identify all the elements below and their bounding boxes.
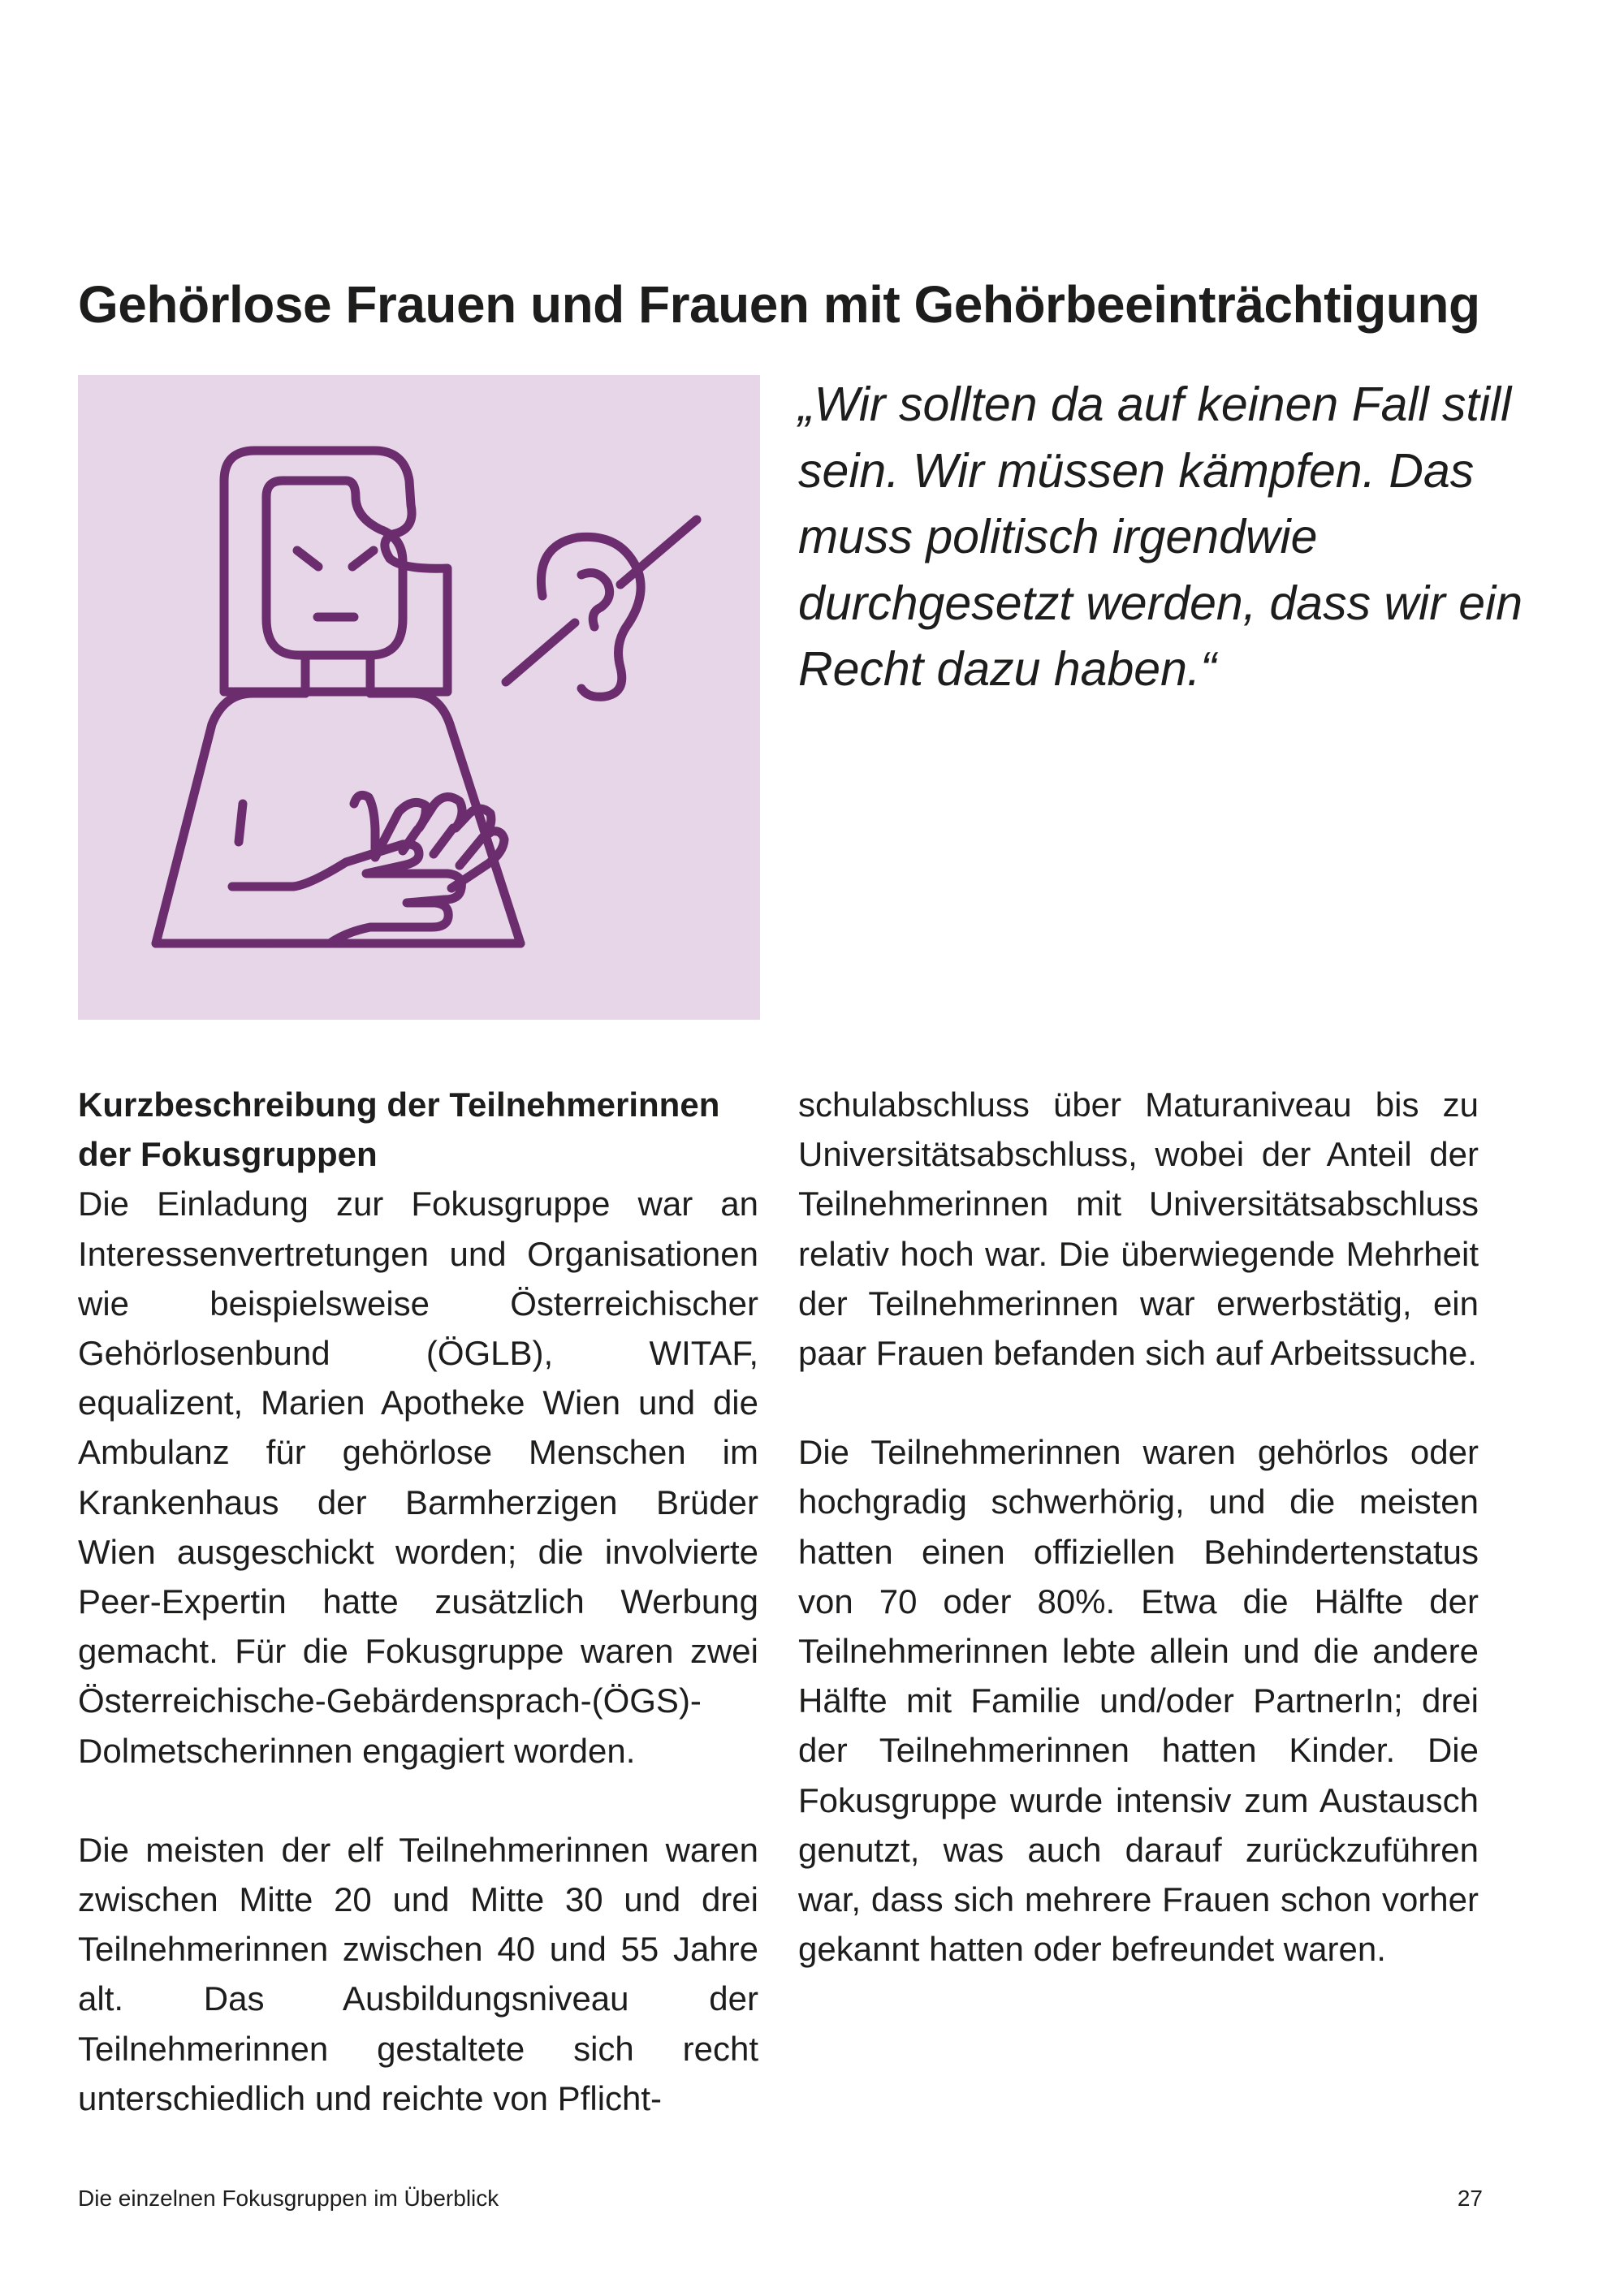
paragraph-hearing-status: Die Teilnehmerinnen waren gehörlos oder hochgradig schwerhörig, und die meisten hatten einen offiziellen Behindertenstatus von 70 oder 80%. Etwa die Hälfte der Teilnehmerinnen lebte allein und die andere Hälfte mit Familie und/oder PartnerIn; drei der Teilnehmerinnen hatten Kinder. Die Fokusgruppe wurde intensiv zum Austausch genutzt, was auch darauf zurückzuführen war, dass sich mehrere Frauen schon vorher gekannt hatten oder befreundet waren.	[798, 1433, 1479, 1969]
pull-quote: „Wir sollten da auf keinen Fall still sein. Wir müssen kämpfen. Das muss politisch irgendwie durchgesetzt werden, dass wir ein Recht dazu haben.“	[798, 378, 1523, 696]
left-column	[78, 1080, 758, 2123]
footer-section-title: Die einzelnen Fokusgruppen im Überblick	[78, 2186, 499, 2211]
paragraph-demographics-part-2: schulabschluss über Maturaniveau bis zu Universitätsabschluss, wobei der Anteil der Teilnehmerinnen mit Universitätsabschluss relativ hoch war. Die überwiegende Mehrheit der Teilnehmerinnen war erwerbstätig, ein paar Frauen befanden sich auf Arbeitssuche.	[798, 1085, 1479, 1373]
deaf-woman-signing-icon	[78, 375, 760, 1020]
page-number: 27	[1457, 2186, 1483, 2211]
paragraph-invitation: Die Einladung zur Fokusgruppe war an Interessenvertretungen und Organisationen wie beispielsweise Österreichischer Gehörlosenbund (ÖGLB), WITAF, equalizent, Marien Apotheke Wien und die Ambulanz für gehörlose Menschen im Krankenhaus der Barmherzigen Brüder Wien ausgeschickt worden; die involvierte Peer-Expertin hatte zusätzlich Werbung gemacht. Für die Fokusgruppe waren zwei Österreichische-Gebärdensprach-(ÖGS)-Dolmetscherinnen engagiert worden.	[78, 1185, 758, 1770]
section-heading: Kurzbeschreibung der Teilnehmerinnen der Fokusgruppen	[78, 1085, 720, 1174]
right-column	[798, 1080, 1479, 1974]
page-title: Gehörlose Frauen und Frauen mit Gehörbeeinträchtigung	[78, 275, 1480, 334]
paragraph-demographics-part-1: Die meisten der elf Teilnehmerinnen waren zwischen Mitte 20 und Mitte 30 und drei Teilnehmerinnen zwischen 40 und 55 Jahre alt. Das Ausbildungsniveau der Teilnehmerinnen gestaltete sich recht unterschiedlich und reichte von Pflicht-	[78, 1830, 758, 2117]
illustration-panel	[78, 375, 760, 1020]
